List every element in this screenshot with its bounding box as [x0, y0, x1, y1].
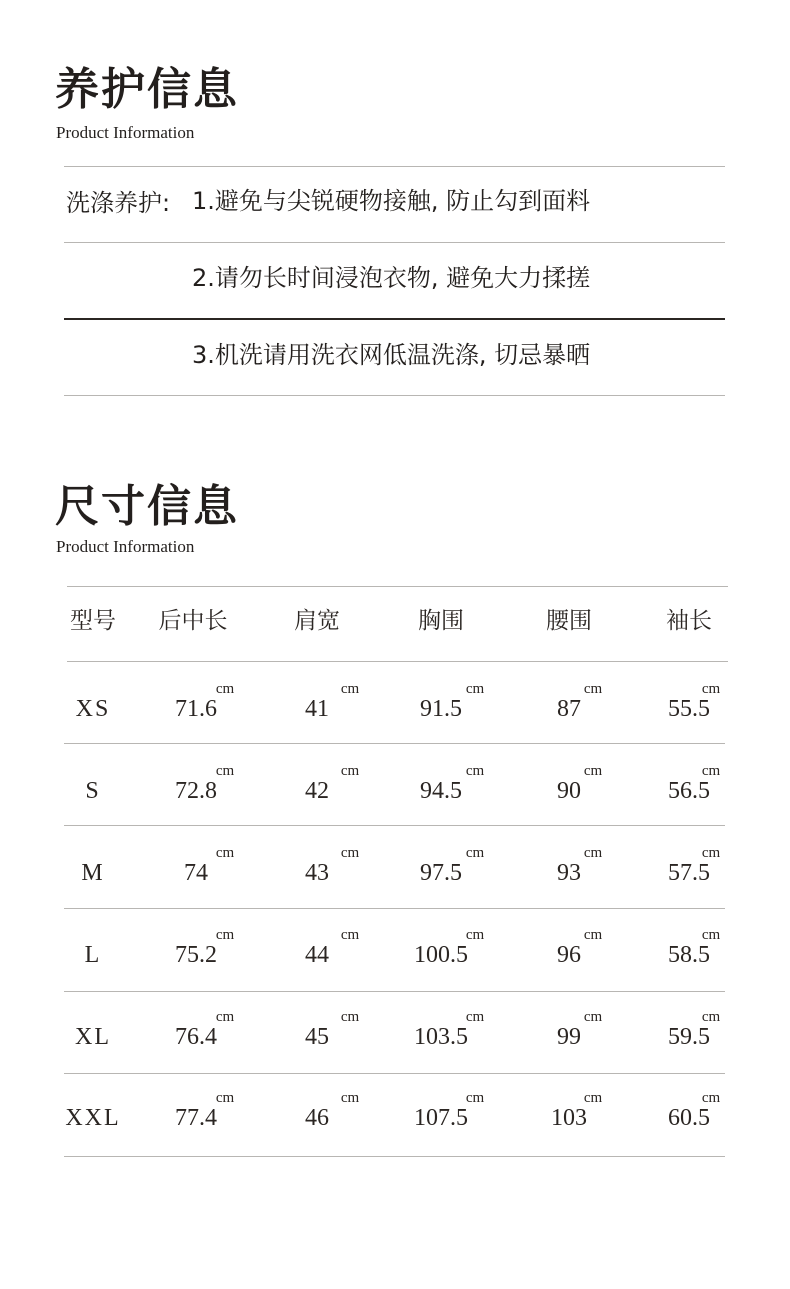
- size-label-cell: S: [85, 778, 101, 804]
- unit-label: cm: [465, 1009, 485, 1025]
- unit-label: cm: [215, 1009, 235, 1025]
- measurement-value: 77.4: [175, 1105, 217, 1131]
- table-header-cell: 胸围: [418, 608, 464, 634]
- care-item-3: 3.机洗请用洗衣网低温洗涤, 切忌暴晒: [192, 341, 591, 369]
- unit-label: cm: [583, 1009, 603, 1025]
- unit-label: cm: [701, 845, 721, 861]
- unit-label: cm: [465, 763, 485, 779]
- unit-label: cm: [215, 845, 235, 861]
- size-title: 尺寸信息: [55, 481, 239, 532]
- measurement-value: 60.5: [668, 1105, 710, 1131]
- measurement-value: 87: [557, 696, 581, 722]
- unit-label: cm: [215, 681, 235, 697]
- measurement-value: 94.5: [420, 778, 462, 804]
- unit-label: cm: [583, 763, 603, 779]
- care-label: 洗涤养护:: [66, 189, 171, 217]
- unit-label: cm: [340, 763, 360, 779]
- measurement-value: 99: [557, 1024, 581, 1050]
- measurement-value: 96: [557, 942, 581, 968]
- unit-label: cm: [583, 927, 603, 943]
- measurement-value: 55.5: [668, 696, 710, 722]
- unit-label: cm: [340, 681, 360, 697]
- table-row-divider: [64, 908, 725, 909]
- unit-label: cm: [701, 681, 721, 697]
- measurement-value: 57.5: [668, 860, 710, 886]
- care-divider: [64, 242, 725, 243]
- size-label-cell: M: [81, 860, 105, 886]
- measurement-value: 90: [557, 778, 581, 804]
- measurement-value: 56.5: [668, 778, 710, 804]
- size-label-cell: XS: [75, 696, 111, 722]
- measurement-value: 72.8: [175, 778, 217, 804]
- measurement-value: 103: [551, 1105, 587, 1131]
- size-label-cell: L: [84, 942, 102, 968]
- care-item-1: 1.避免与尖锐硬物接触, 防止勾到面料: [192, 187, 591, 215]
- table-row-divider: [64, 1073, 725, 1074]
- unit-label: cm: [215, 927, 235, 943]
- measurement-value: 42: [305, 778, 329, 804]
- table-header-cell: 袖长: [666, 608, 712, 634]
- measurement-value: 58.5: [668, 942, 710, 968]
- measurement-value: 91.5: [420, 696, 462, 722]
- unit-label: cm: [701, 927, 721, 943]
- measurement-value: 97.5: [420, 860, 462, 886]
- size-label-cell: XL: [75, 1024, 111, 1050]
- care-divider: [64, 318, 725, 320]
- care-item-2: 2.请勿长时间浸泡衣物, 避免大力揉搓: [192, 264, 591, 292]
- measurement-value: 103.5: [414, 1024, 468, 1050]
- measurement-value: 45: [305, 1024, 329, 1050]
- measurement-value: 59.5: [668, 1024, 710, 1050]
- table-header-cell: 后中长: [158, 608, 228, 634]
- measurement-value: 100.5: [414, 942, 468, 968]
- measurement-value: 71.6: [175, 696, 217, 722]
- unit-label: cm: [215, 1090, 235, 1106]
- care-divider: [64, 395, 725, 396]
- table-row-divider: [67, 661, 728, 662]
- table-row-divider: [64, 991, 725, 992]
- measurement-value: 74: [184, 860, 208, 886]
- measurement-value: 107.5: [414, 1105, 468, 1131]
- measurement-value: 75.2: [175, 942, 217, 968]
- unit-label: cm: [340, 845, 360, 861]
- unit-label: cm: [465, 1090, 485, 1106]
- table-header-cell: 腰围: [546, 608, 592, 634]
- unit-label: cm: [583, 1090, 603, 1106]
- unit-label: cm: [701, 763, 721, 779]
- table-header-cell: 肩宽: [294, 608, 340, 634]
- size-subtitle: Product Information: [56, 537, 195, 556]
- unit-label: cm: [340, 927, 360, 943]
- unit-label: cm: [465, 845, 485, 861]
- care-title: 养护信息: [55, 64, 239, 115]
- table-top-rule: [67, 586, 728, 587]
- unit-label: cm: [701, 1009, 721, 1025]
- unit-label: cm: [465, 927, 485, 943]
- unit-label: cm: [701, 1090, 721, 1106]
- size-label-cell: XXL: [65, 1105, 121, 1131]
- unit-label: cm: [340, 1090, 360, 1106]
- unit-label: cm: [583, 681, 603, 697]
- table-row-divider: [64, 825, 725, 826]
- measurement-value: 41: [305, 696, 329, 722]
- table-header-cell: 型号: [70, 608, 116, 634]
- measurement-value: 93: [557, 860, 581, 886]
- unit-label: cm: [583, 845, 603, 861]
- measurement-value: 44: [305, 942, 329, 968]
- care-subtitle: Product Information: [56, 123, 195, 142]
- care-divider: [64, 166, 725, 167]
- unit-label: cm: [340, 1009, 360, 1025]
- unit-label: cm: [465, 681, 485, 697]
- table-row-divider: [64, 743, 725, 744]
- measurement-value: 46: [305, 1105, 329, 1131]
- measurement-value: 76.4: [175, 1024, 217, 1050]
- table-row-divider: [64, 1156, 725, 1157]
- unit-label: cm: [215, 763, 235, 779]
- measurement-value: 43: [305, 860, 329, 886]
